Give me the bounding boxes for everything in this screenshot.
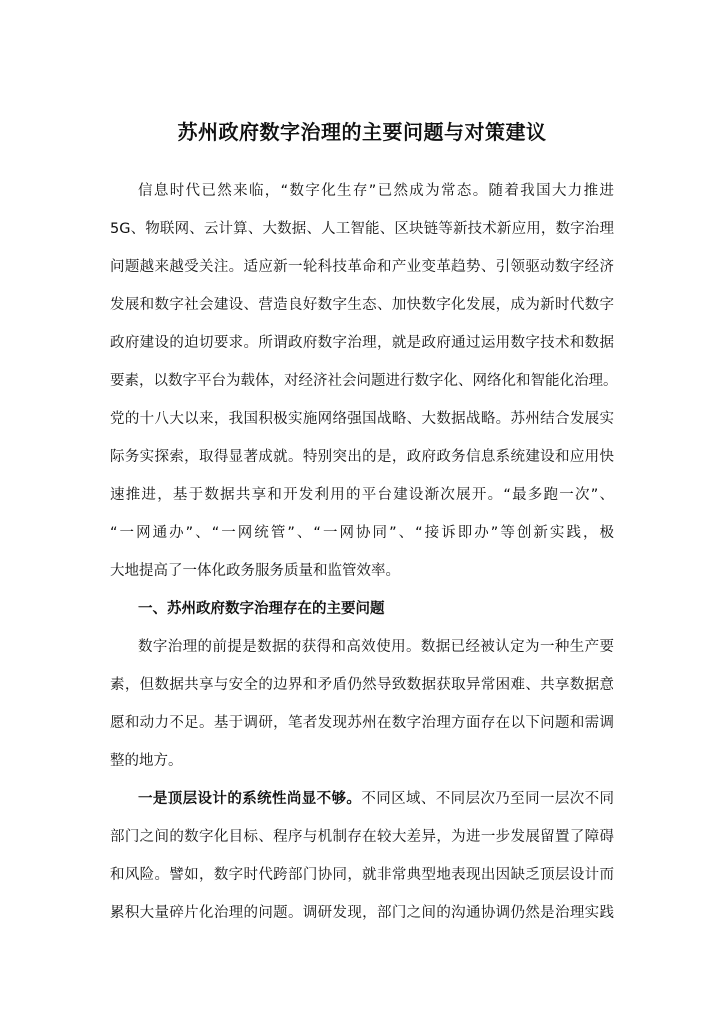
paragraph-line: 要素，以数字平台为载体，对经济社会问题进行数字化、网络化和智能化治理。 [110, 373, 618, 389]
paragraph-line: 和风险。譬如，数字时代跨部门协同，就非常典型地表现出因缺乏顶层设计而 [110, 867, 614, 883]
bold-lead-phrase: 一是顶层设计的系统性尚显不够。 [138, 791, 362, 807]
lead-continuation: 不同区域、不同层次乃至同一层次不同 [361, 791, 615, 807]
paragraph-line: 部门之间的数字化目标、程序与机制存在较大差异，为进一步发展留置了障碍 [110, 829, 614, 845]
paragraph-line: “一网通办”、“一网统管”、“一网协同”、“接诉即办”等创新实践，极 [110, 525, 614, 541]
section-heading: 一、苏州政府数字治理存在的主要问题 [138, 601, 385, 617]
paragraph-line: 累积大量碎片化治理的问题。调研发现，部门之间的沟通协调仍然是治理实践 [110, 905, 614, 921]
paragraph-line: 整的地方。 [110, 753, 183, 769]
paragraph-line: 速推进，基于数据共享和开发利用的平台建设渐次展开。“最多跑一次”、 [110, 487, 614, 503]
paragraph-line: 党的十八大以来，我国积极实施网络强国战略、大数据战略。苏州结合发展实 [110, 411, 614, 427]
paragraph-line: 数字治理的前提是数据的获得和高效使用。数据已经被认定为一种生产要 [138, 639, 614, 655]
paragraph-line: 愿和动力不足。基于调研，笔者发现苏州在数字治理方面存在以下问题和需调 [110, 715, 614, 731]
paragraph-line: 际务实探索，取得显著成就。特别突出的是，政府政务信息系统建设和应用快 [110, 449, 614, 465]
paragraph-line: 问题越来越受关注。适应新一轮科技革命和产业变革趋势、引领驱动数字经济 [110, 259, 614, 275]
paragraph-line: 发展和数字社会建设、营造良好数字生态、加快数字化发展，成为新时代数字 [110, 297, 614, 313]
paragraph-line: 素，但数据共享与安全的边界和矛盾仍然导致数据获取异常困难、共享数据意 [110, 677, 614, 693]
document-title: 苏州政府数字治理的主要问题与对策建议 [177, 120, 547, 144]
paragraph-line: 5G、物联网、云计算、大数据、人工智能、区块链等新技术新应用，数字治理 [110, 221, 614, 237]
paragraph-line: 大地提高了一体化政务服务质量和监管效率。 [110, 563, 400, 579]
paragraph-line-with-lead [138, 788, 614, 810]
paragraph-line: 信息时代已然来临，“数字化生存”已然成为常态。随着我国大力推进 [138, 183, 614, 199]
paragraph-line: 政府建设的迫切要求。所谓政府数字治理，就是政府通过运用数字技术和数据 [110, 335, 614, 351]
